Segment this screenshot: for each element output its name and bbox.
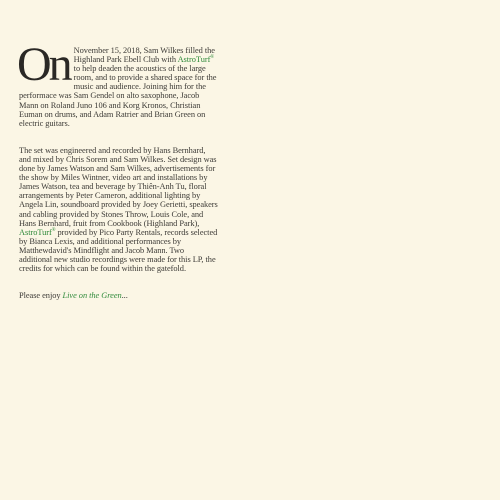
registered-mark: ® — [51, 227, 56, 233]
closing-paragraph — [19, 291, 219, 300]
album-title: Live on the Green — [62, 291, 122, 301]
astroturf-brand-text: AstroTurf — [19, 227, 52, 237]
credits-text-2: provided by Pico Party Rentals, records selected by Bianca Lexis, and additional performances by Matthewdavid's Mindflight and Jacob Mann. Two additional new studio recordings were made for this LP, the credits for which can be found within the gatefold. — [19, 227, 218, 274]
credits-paragraph — [19, 146, 219, 273]
drop-cap: On — [17, 38, 70, 91]
intro-paragraph — [19, 18, 219, 128]
closing-ellipsis: ... — [121, 291, 128, 301]
astroturf-brand — [178, 55, 215, 64]
liner-notes — [19, 18, 219, 300]
registered-mark: ® — [210, 55, 215, 61]
credits-text-1: The set was engineered and recorded by Hans Bernhard, and mixed by Chris Sorem and Sam Wilkes. Set design was done by James Watson and Sam Wilkes, advertisements for the show by Miles Wintner, video art and installations by James Watson, tea and beverage by Thiên-Anh Tu, floral arrangements by Peter Cameron, additional lighting by Angela Lin, soundboard provided by Joey Gerietti, speakers and cabling provided by Stones Throw, Louis Cole, and Hans Bernhard, fruit from Cookbook (Highland Park), — [19, 145, 218, 228]
closing-text-1: Please enjoy — [19, 291, 63, 301]
intro-text-2: to help deaden the acoustics of the large room, and to provide a shared space for the music and audience. Joining him for the performace was Sam Gendel on alto saxophone, Jacob Mann on Roland Juno 106 and Korg Kronos, Christian Euman on drums, and Adam Ratrier and Brian Green on electric guitars. — [19, 64, 217, 128]
astroturf-brand — [19, 228, 56, 237]
intro-text-1: November 15, 2018, Sam Wilkes filled the Highland Park Ebell Club with — [73, 46, 215, 65]
astroturf-brand-text: AstroTurf — [177, 55, 211, 65]
